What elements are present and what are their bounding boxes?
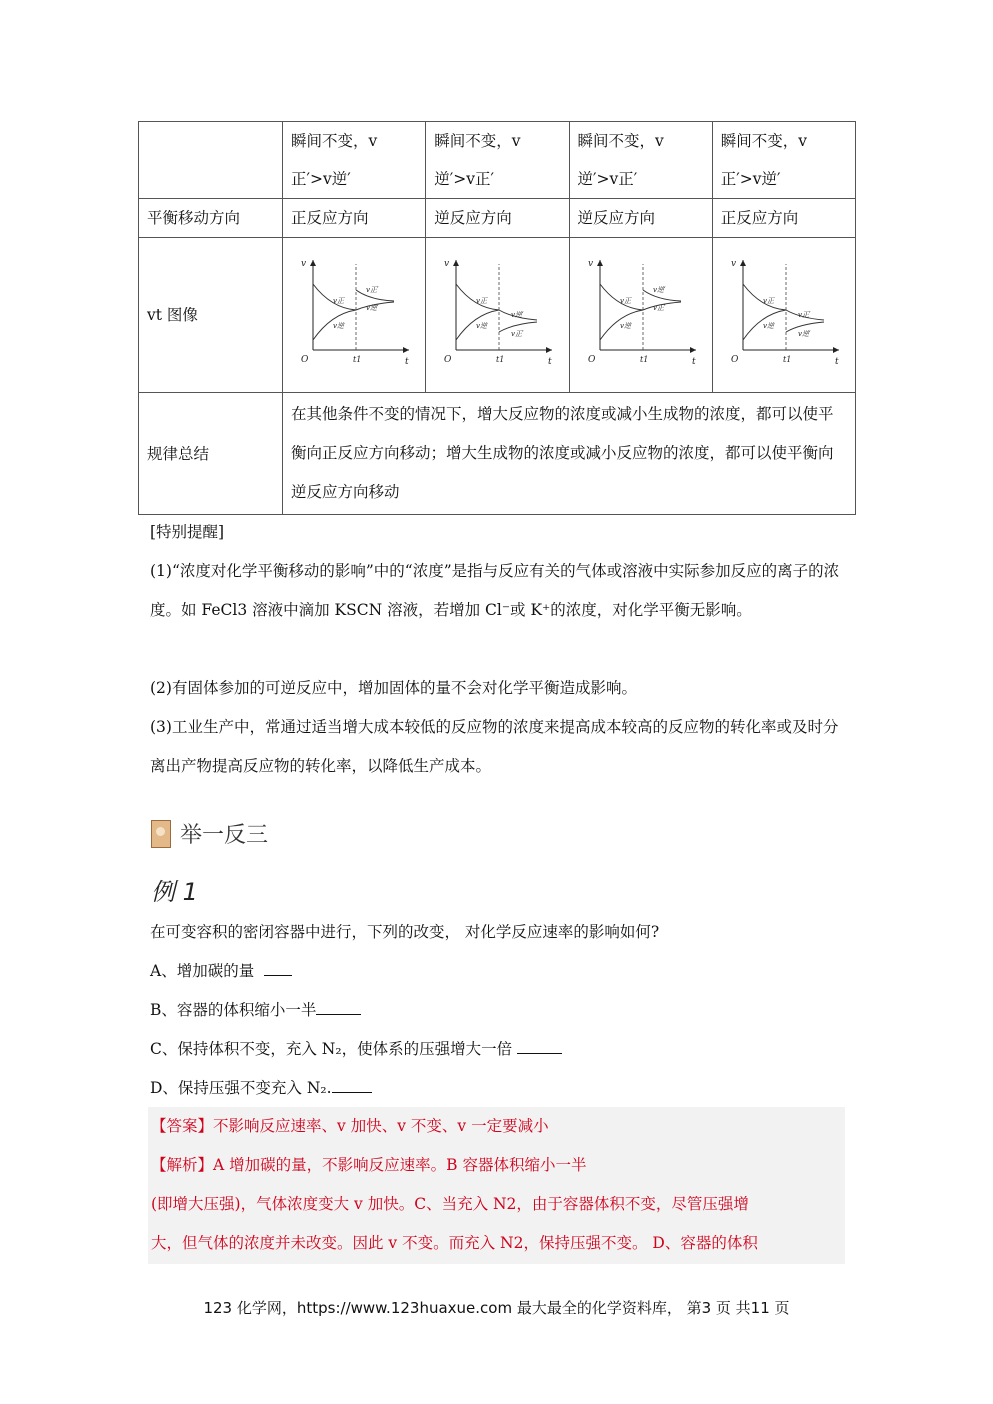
- chart-cell: [712, 238, 855, 393]
- t1-label: t1: [782, 355, 792, 364]
- arrow-icon: [403, 347, 409, 353]
- arrow-icon: [740, 260, 746, 266]
- answer-blank: [517, 1037, 562, 1054]
- example-title: 例 1: [151, 878, 198, 906]
- arrow-icon: [453, 260, 459, 266]
- curve-label: v正′: [511, 330, 524, 338]
- curve-label: v正: [476, 297, 488, 305]
- vt-chart: [721, 250, 851, 380]
- row-label: vt 图像: [139, 238, 283, 393]
- arrow-icon: [546, 347, 552, 353]
- arrow-icon: [597, 260, 603, 266]
- table-cell: 瞬间不变，v逆′>v正′: [569, 122, 712, 199]
- option-a: A、增加碳的量: [150, 952, 845, 991]
- curve-label: v正′: [652, 304, 666, 312]
- t1-label: t1: [639, 355, 648, 364]
- table-cell: 瞬间不变，v逆′>v正′: [426, 122, 569, 199]
- origin-label: O: [587, 355, 595, 365]
- chart-cell: [283, 238, 426, 393]
- curve-label: v逆: [476, 322, 488, 330]
- page-footer: 123 化学网，https://www.123huaxue.com 最大最全的化学资料库， 第3 页 共11 页: [203, 1299, 790, 1317]
- curve-label: v逆′: [797, 330, 811, 338]
- book-icon: [151, 820, 171, 848]
- note-1: (1)“浓度对化学平衡移动的影响”中的“浓度”是指与反应有关的气体或溶液中实际参加反应的离子的浓度。如 FeCl3 溶液中滴加 KSCN 溶液，若增加 Cl⁻或 K⁺的浓度，对化学平衡无影响。: [150, 562, 840, 619]
- axis-label-v: v: [444, 259, 450, 269]
- question-stem: 在可变容积的密闭容器中进行，下列的改变， 对化学反应速率的影响如何?: [150, 923, 660, 941]
- curve-label: v正′: [797, 311, 811, 319]
- curve-label: v逆: [762, 322, 774, 330]
- curve-label: v逆′: [652, 286, 666, 294]
- vt-chart: [434, 250, 564, 380]
- table-row: [139, 238, 856, 393]
- section-heading: [151, 818, 268, 849]
- note-2: (2)有固体参加的可逆反应中，增加固体的量不会对化学平衡造成影响。: [150, 679, 637, 697]
- axis-label-t: t: [405, 357, 409, 367]
- analysis-line-2: (即增大压强)，气体浓度变大 v 加快。C、当充入 N2，由于容器体积不变，尽管压强增: [151, 1195, 749, 1213]
- analysis-line-1: 【解析】A 增加碳的量，不影响反应速率。B 容器体积缩小一半: [151, 1156, 587, 1174]
- chart-cell: [426, 238, 569, 393]
- table-cell: 逆反应方向: [569, 199, 712, 238]
- curve-label: v逆: [619, 322, 631, 330]
- answer-text: 不影响反应速率、v 加快、v 不变、v 一定要减小: [213, 1117, 549, 1135]
- curve-label: v正: [762, 297, 774, 305]
- curve-label: v正: [619, 297, 631, 305]
- curve-label: v逆′: [366, 304, 379, 312]
- answer-tag: 【答案】: [151, 1117, 214, 1135]
- vt-chart: [291, 250, 421, 380]
- answer-blank: [332, 1076, 372, 1093]
- axis-label-v: v: [301, 259, 307, 269]
- origin-label: O: [444, 355, 452, 365]
- curve-label: v逆′: [511, 311, 524, 319]
- table-cell: [139, 122, 283, 199]
- example-heading: [151, 872, 198, 907]
- answer-line: [151, 1107, 841, 1146]
- table-row: [139, 122, 856, 199]
- comparison-table: [138, 121, 856, 515]
- table-cell: 正反应方向: [712, 199, 855, 238]
- curve-label: v正: [333, 297, 344, 305]
- answer-blank: [264, 959, 292, 976]
- origin-label: O: [301, 355, 309, 365]
- table-cell: 逆反应方向: [426, 199, 569, 238]
- table-cell: [283, 393, 856, 515]
- curve-label: v逆: [333, 322, 344, 330]
- arrow-icon: [833, 347, 839, 353]
- arrow-icon: [690, 347, 696, 353]
- answer-blank: [316, 998, 361, 1015]
- t1-label: t1: [353, 355, 362, 364]
- table-row: [139, 393, 856, 515]
- origin-label: O: [730, 355, 739, 365]
- notes-title: [特别提醒]: [150, 523, 225, 541]
- arrow-icon: [310, 260, 316, 266]
- analysis-line-3: 大，但气体的浓度并未改变。因此 v 不变。而充入 N2，保持压强不变。 D、容器的体积: [151, 1234, 758, 1252]
- axis-label-v: v: [730, 259, 736, 269]
- option-c: C、保持体积不变，充入 N₂，使体系的压强增大一倍: [150, 1030, 845, 1069]
- option-d: D、保持压强不变充入 N₂.: [150, 1069, 845, 1108]
- axis-label-v: v: [587, 259, 593, 269]
- axis-label-t: t: [834, 357, 839, 367]
- vt-chart: [578, 250, 708, 380]
- table-cell: 瞬间不变，v正′>v逆′: [712, 122, 855, 199]
- axis-label-t: t: [691, 357, 696, 367]
- option-b: B、容器的体积缩小一半: [150, 991, 845, 1030]
- chart-cell: [569, 238, 712, 393]
- axis-label-t: t: [548, 357, 552, 367]
- t1-label: t1: [496, 355, 505, 364]
- summary-text: 在其他条件不变的情况下，增大反应物的浓度或减小生成物的浓度，都可以使平衡向正反应方向移动；增大生成物的浓度或减小反应物的浓度，都可以使平衡向逆反应方向移动: [291, 405, 834, 501]
- table-row: [139, 199, 856, 238]
- row-label: 规律总结: [139, 393, 283, 515]
- curve-label: v正′: [366, 286, 379, 294]
- note-3: (3)工业生产中，常通过适当增大成本较低的反应物的浓度来提高成本较高的反应物的转化率或及时分离出产物提高反应物的转化率，以降低生产成本。: [150, 718, 839, 775]
- section-title: 举一反三: [179, 823, 268, 848]
- table-cell: 正反应方向: [283, 199, 426, 238]
- analysis-tag: 【解析】: [151, 1156, 214, 1174]
- table-cell: 瞬间不变，v正′>v逆′: [283, 122, 426, 199]
- row-label: 平衡移动方向: [139, 199, 283, 238]
